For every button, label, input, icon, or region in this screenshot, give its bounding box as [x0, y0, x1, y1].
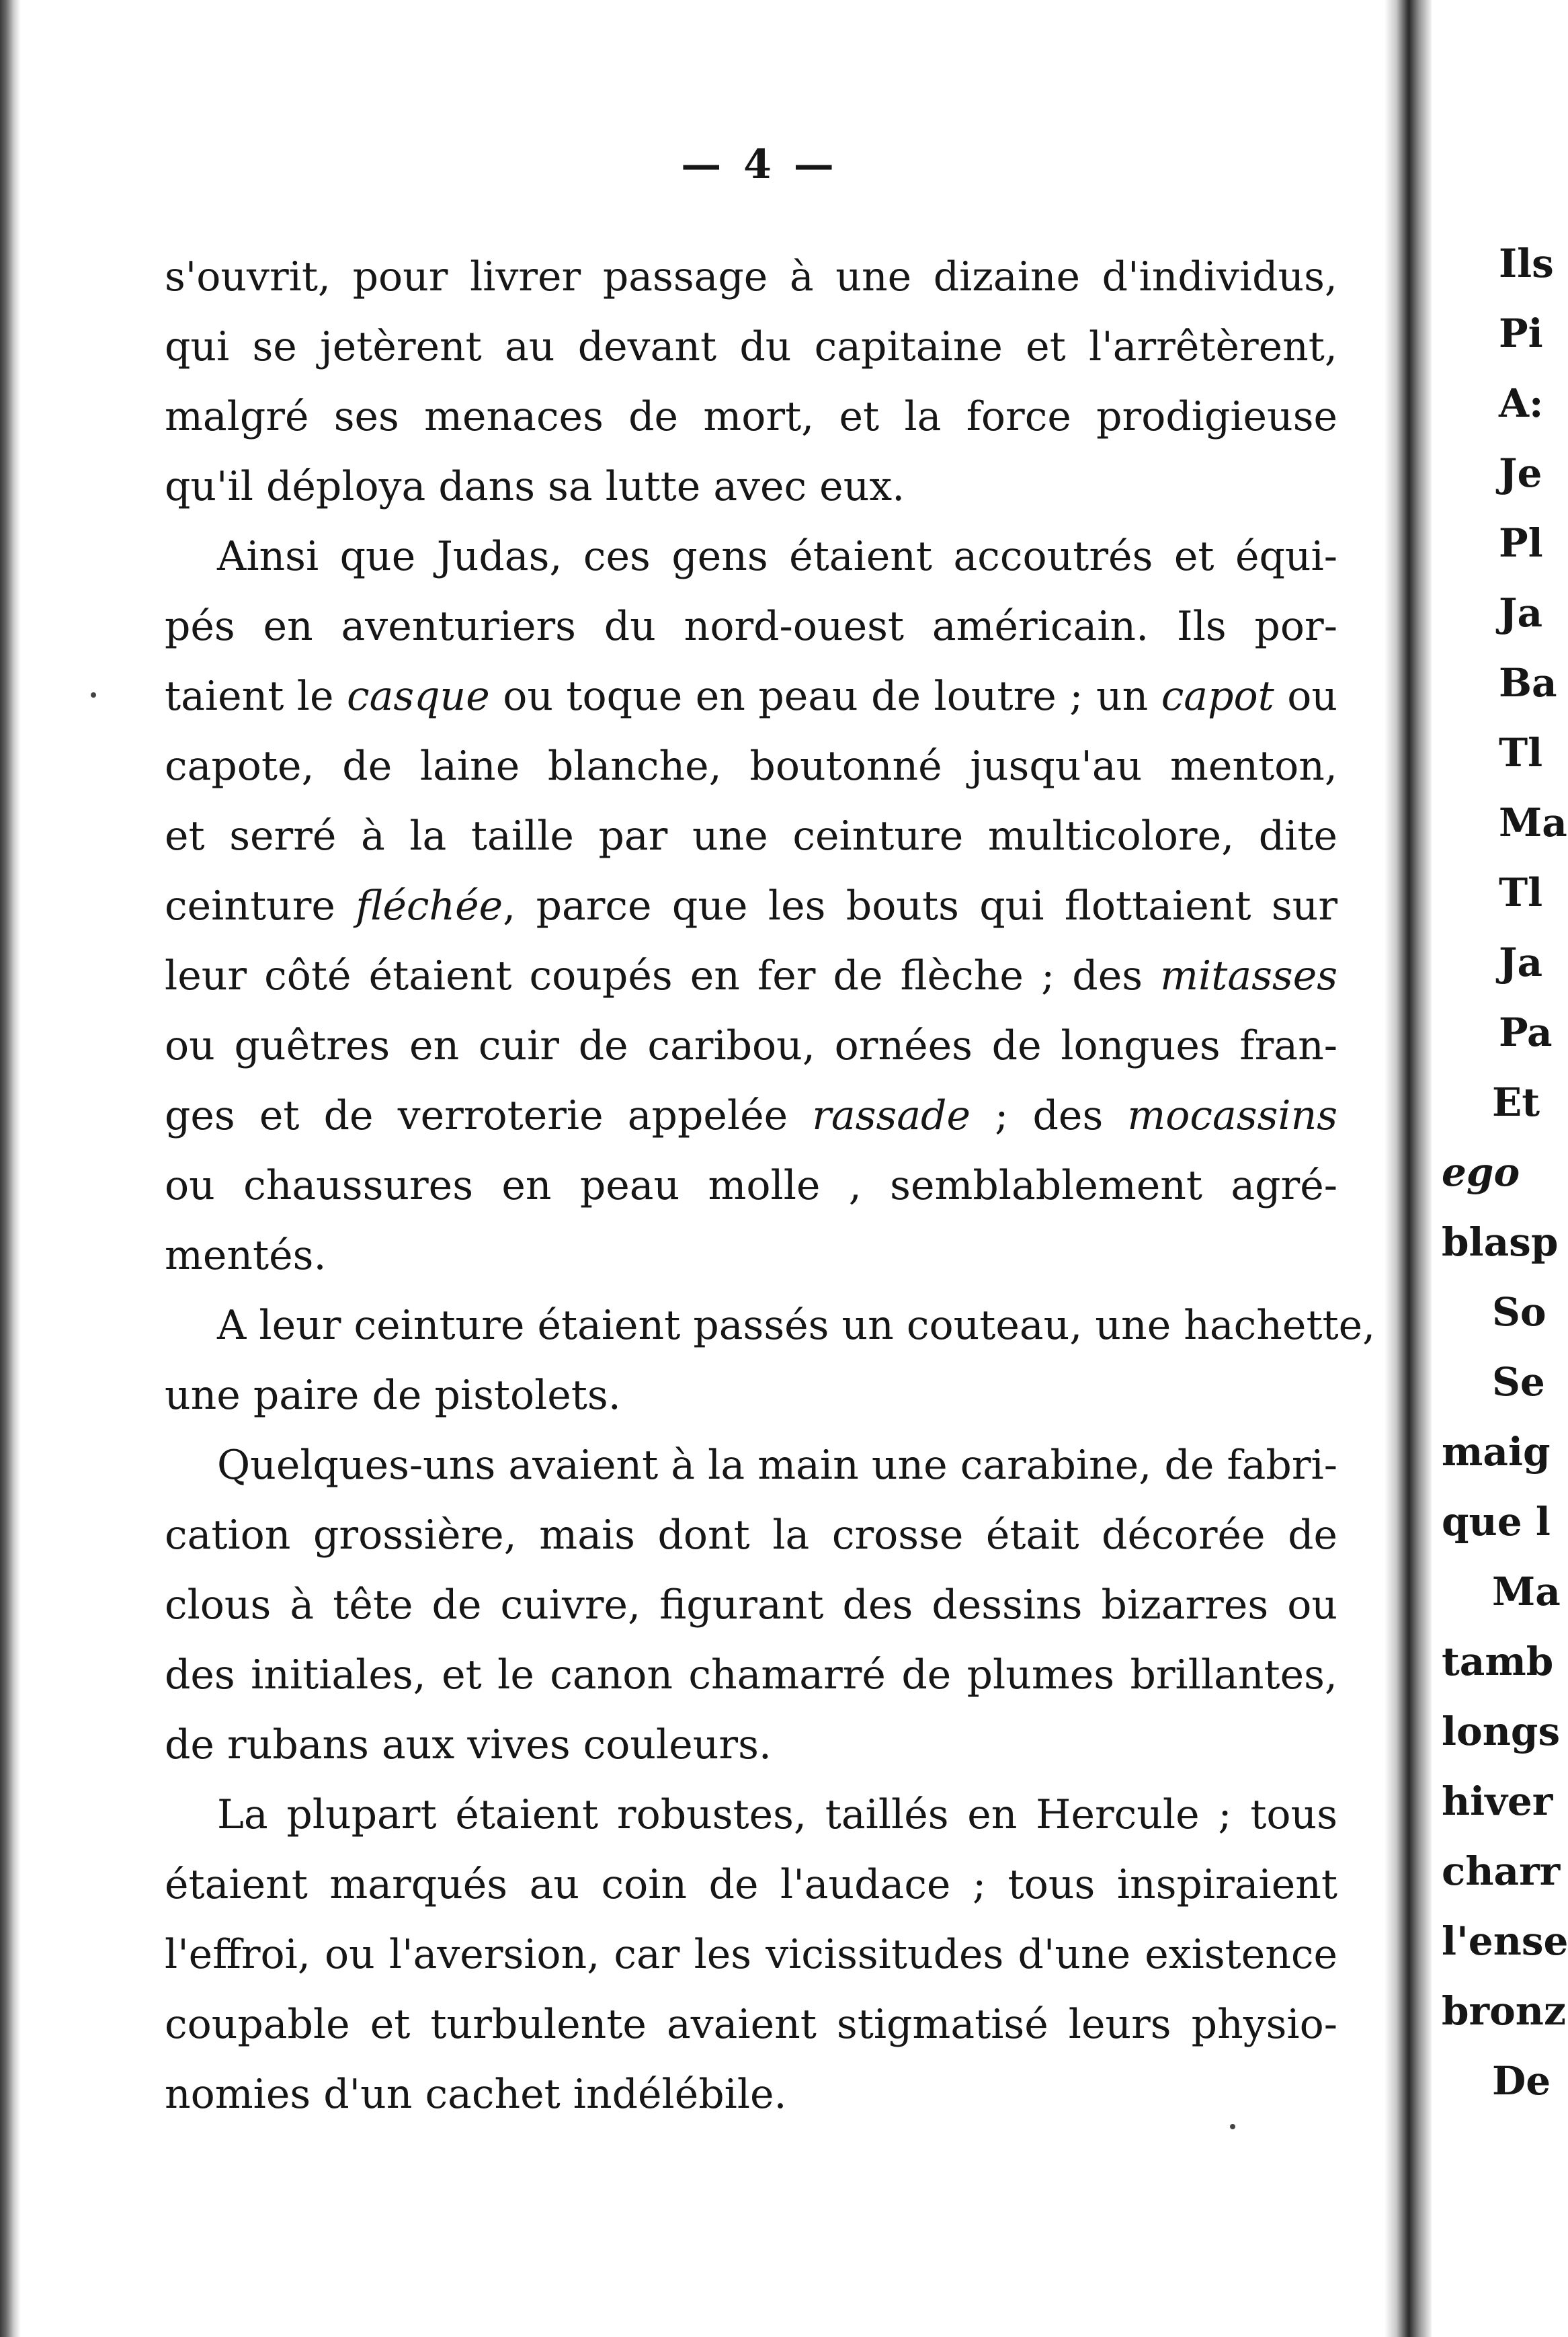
fragment-line: Ma	[1492, 1569, 1561, 1614]
text-line: pés en aventuriers du nord-ouest américain. Ils por-	[165, 603, 1337, 650]
fragment-line: bronz	[1442, 1988, 1566, 2034]
binding-edge	[0, 0, 20, 2337]
text-line: qu'il déploya dans sa lutte avec eux.	[165, 463, 905, 510]
fragment-line: charr	[1442, 1848, 1561, 1894]
fragment-line: l'ense	[1442, 1918, 1568, 1964]
text-line: des initiales, et le canon chamarré de plumes brillantes,	[165, 1651, 1337, 1698]
fragment-line: que l	[1442, 1499, 1551, 1545]
text-line: capote, de laine blanche, boutonné jusqu'au menton,	[165, 743, 1337, 790]
text-line: A leur ceinture étaient passés un couteau, une hachette,	[217, 1302, 1376, 1349]
fragment-line: Ils	[1499, 241, 1554, 286]
main-text	[165, 242, 1376, 2129]
fragment-line: De	[1492, 2058, 1551, 2104]
text-line: ou guêtres en cuir de caribou, ornées de longues fran-	[165, 1022, 1337, 1069]
text-line: Quelques-uns avaient à la main une carabine, de fabri-	[217, 1442, 1337, 1489]
text-line: taient le casque ou toque en peau de loutre ; un capot ou	[165, 673, 1337, 720]
fragment-line: Ja	[1499, 940, 1543, 985]
italic-word: mocassins	[1127, 1092, 1338, 1139]
text-line: La plupart étaient robustes, taillés en Hercule ; tous	[217, 1791, 1337, 1838]
text-line: mentés.	[165, 1232, 327, 1279]
fragment-line: Ba	[1499, 660, 1557, 706]
text-line: s'ouvrit, pour livrer passage à une dizaine d'individus,	[165, 253, 1337, 300]
fragment-line: Ja	[1499, 590, 1543, 636]
text-line: nomies d'un cachet indélébile.	[165, 2071, 787, 2118]
text-line: étaient marqués au coin de l'audace ; tous inspiraient	[165, 1861, 1337, 1908]
text-line: coupable et turbulente avaient stigmatisé leurs physio-	[165, 2001, 1337, 2048]
ink-speck	[91, 692, 96, 698]
fragment-line: Tl	[1499, 870, 1543, 915]
fragment-line: Pa	[1499, 1010, 1553, 1055]
fragment-line: longs	[1442, 1709, 1561, 1754]
italic-word: capot	[1161, 673, 1274, 720]
italic-word: casque	[346, 673, 490, 720]
fragment-line: A:	[1499, 380, 1544, 426]
text-line: ou chaussures en peau molle , semblablement agré-	[165, 1162, 1337, 1209]
text-line: de rubans aux vives couleurs.	[165, 1721, 772, 1768]
fragment-line: Se	[1492, 1359, 1545, 1405]
fragment-line: tamb	[1442, 1639, 1554, 1684]
fragment-line: Tl	[1499, 730, 1543, 776]
text-line: Ainsi que Judas, ces gens étaient accoutrés et équi-	[217, 533, 1337, 580]
text-line: ges et de verroterie appelée rassade ; des mocassins	[165, 1092, 1338, 1139]
fragment-line: Ma	[1499, 800, 1567, 846]
fragment-line: Et	[1492, 1079, 1540, 1125]
text-line: qui se jetèrent au devant du capitaine et l'arrêtèrent,	[165, 323, 1337, 370]
text-line: ceinture fléchée, parce que les bouts qui flottaient sur	[165, 883, 1337, 930]
text-line: cation grossière, mais dont la crosse était décorée de	[165, 1512, 1337, 1559]
italic-word: fléchée	[356, 883, 503, 930]
text-line: malgré ses menaces de mort, et la force prodigieuse	[165, 393, 1337, 440]
text-line: clous à tête de cuivre, figurant des dessins bizarres ou	[165, 1582, 1337, 1629]
text-line: une paire de pistolets.	[165, 1372, 621, 1419]
page-gutter	[1385, 0, 1432, 2337]
text-line: l'effroi, ou l'aversion, car les vicissitudes d'une existence	[165, 1931, 1337, 1978]
fragment-line: ego	[1442, 1149, 1520, 1195]
italic-word: rassade	[812, 1092, 971, 1139]
page-number: — 4 —	[681, 141, 838, 188]
fragment-line: So	[1492, 1289, 1546, 1335]
italic-word: mitasses	[1160, 952, 1337, 999]
fragment-line: hiver	[1442, 1778, 1553, 1824]
fragment-line: Pi	[1499, 311, 1543, 356]
fragment-line: maig	[1442, 1429, 1551, 1475]
next-page-fragment	[1428, 229, 1568, 2116]
fragment-line: Je	[1499, 450, 1542, 496]
text-line: leur côté étaient coupés en fer de flèche ; des mitasses	[165, 952, 1337, 999]
fragment-line: blasp	[1442, 1219, 1559, 1265]
ink-speck	[1230, 2124, 1235, 2129]
fragment-line: Pl	[1499, 520, 1543, 566]
text-line: et serré à la taille par une ceinture multicolore, dite	[165, 813, 1337, 860]
